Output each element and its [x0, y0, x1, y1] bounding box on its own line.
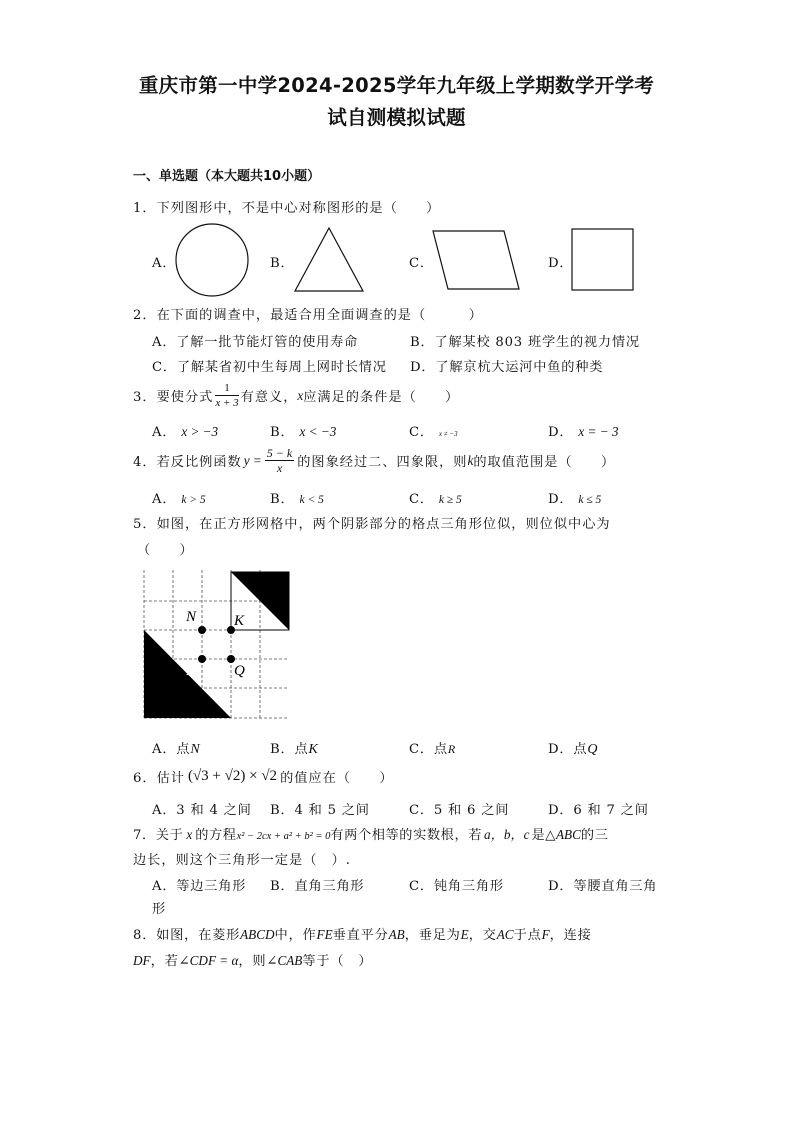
q4-suffix2: 的取值范围是（ ） [473, 455, 616, 470]
question-4-stem [133, 446, 615, 475]
q4-option-c-label: C． [409, 492, 434, 507]
q3-fraction-numerator: 1 [215, 381, 238, 396]
q4-option-a-label: A． [152, 492, 177, 507]
q3-option-a: x > −3 [181, 424, 219, 439]
q3-option-d-label: D． [548, 425, 574, 440]
q3-fraction [215, 381, 238, 410]
q5-option-b: K [308, 742, 318, 757]
q8-fe: FE [316, 927, 333, 942]
q7-option-d-continued: 形 [152, 902, 166, 917]
question-8-line1 [133, 924, 592, 943]
question-2-stem: 2．在下面的调查中，最适合用全面调查的是（ ） [133, 308, 483, 323]
q5-point-R [198, 655, 206, 663]
q8-ab: AB [388, 927, 405, 942]
q8-p3: 垂直平分 [332, 928, 389, 943]
q3-option-b: x < −3 [299, 424, 337, 439]
q7-abc-vars: a，b，c [484, 827, 530, 842]
question-7-line2: 边长，则这个三角形一定是（ ）. [133, 853, 352, 868]
page-title-line1: 重庆市第一中学2024-2025学年九年级上学期数学开学考 [138, 74, 655, 97]
q1-square-figure [571, 228, 635, 292]
q2-option-c: C．了解某省初中生每周上网时长情况 [152, 360, 387, 375]
q1-option-d-label: D． [548, 256, 574, 271]
q5-point-N [198, 626, 206, 634]
q3-suffix2: 应满足的条件是（ ） [303, 390, 460, 405]
q3-option-c-label: C． [409, 425, 434, 440]
q4-option-c: k ≥ 5 [438, 494, 462, 506]
q7-prefix: 7．关于 [133, 828, 184, 843]
q3-option-b-label: B． [270, 425, 295, 440]
question-7-line1 [133, 824, 609, 843]
q3-option-d: x = − 3 [578, 424, 619, 439]
question-5-stem: 5．如图，在正方形网格中，两个阴影部分的格点三角形位似，则位似中心为 [133, 517, 611, 532]
q4-fraction-denominator: x [276, 461, 283, 475]
q8-p8: ，若 [150, 954, 179, 969]
q1-triangle-figure [292, 226, 366, 294]
q5-option-a: N [190, 742, 200, 757]
q2-option-a: A．了解一批节能灯管的使用寿命 [152, 335, 359, 350]
question-8-line2 [133, 950, 372, 969]
q5-label-Q: Q [234, 663, 245, 679]
q7-suffix2: 是△ [531, 828, 556, 843]
q5-option-b-label: B．点 [270, 742, 309, 757]
page-title-line2: 试自测模拟试题 [327, 106, 466, 129]
q4-option-b-label: B． [270, 492, 295, 507]
q4-option-d: k ≤ 5 [578, 494, 602, 506]
q7-option-a: A．等边三角形 [152, 879, 247, 894]
q3-variable-x: x [297, 387, 304, 403]
q6-option-a: A．3 和 4 之间 [152, 803, 252, 818]
q6-option-c: C．5 和 6 之间 [409, 803, 510, 818]
q4-option-b: k < 5 [299, 494, 324, 506]
section-heading: 一、单选题（本大题共10小题） [133, 169, 321, 184]
q2-option-b: B．了解某校 803 班学生的视力情况 [410, 335, 640, 350]
q3-prefix: 3．要使分式 [133, 390, 214, 405]
q8-p10: 等于（ ） [302, 954, 373, 969]
q7-option-b: B．直角三角形 [270, 879, 365, 894]
q1-option-b-label: B． [270, 256, 295, 271]
q1-option-a-label: A． [152, 256, 177, 271]
q7-mid: 的方程 [195, 828, 237, 843]
q8-ac: AC [496, 927, 514, 942]
q6-option-d: D．6 和 7 之间 [548, 803, 649, 818]
q1-parallelogram-figure [430, 228, 522, 292]
q5-option-c-label: C．点 [409, 742, 448, 757]
q3-option-c: x ≠ −3 [438, 430, 458, 438]
question-3-stem [133, 381, 459, 410]
q4-suffix: 的图象经过二、四象限，则 [297, 455, 468, 470]
q4-prefix: 4．若反比例函数 [133, 455, 242, 470]
q4-fraction-numerator: 5 − k [266, 446, 293, 460]
q6-option-b: B．4 和 5 之间 [270, 803, 370, 818]
q5-grid-figure [140, 568, 292, 724]
q5-option-d-label: D．点 [548, 742, 588, 757]
q1-circle-figure [174, 222, 250, 298]
q8-p1: 8．如图，在菱形 [133, 928, 241, 943]
q8-p2: 中，作 [274, 928, 317, 943]
q1-option-c-label: C． [409, 256, 434, 271]
q5-option-a-label: A．点 [152, 742, 191, 757]
q7-variable-x: x [186, 827, 193, 842]
q7-equation: x² − 2cx + a² + b² = 0 [236, 831, 331, 842]
q8-abcd: ABCD [240, 927, 275, 942]
q3-suffix: 有意义， [240, 390, 298, 405]
q5-label-N: N [186, 609, 197, 625]
q5-option-c: R [447, 742, 456, 756]
q4-lhs: y = [243, 452, 262, 468]
q8-p9: ，则 [238, 954, 267, 969]
q4-variable-k: k [467, 452, 474, 468]
q5-label-R: R [186, 663, 196, 679]
question-6-stem [133, 767, 394, 786]
q5-label-K: K [234, 613, 245, 629]
q4-option-a: k > 5 [181, 494, 206, 506]
q7-option-d: D．等腰直角三角 [548, 879, 658, 894]
q7-triangle-abc: ABC [556, 827, 581, 842]
q8-f: F [541, 927, 550, 942]
q4-fraction [265, 446, 294, 475]
q3-fraction-denominator: x + 3 [215, 397, 239, 409]
q8-df: DF [133, 953, 151, 968]
q7-option-c: C．钝角三角形 [409, 879, 504, 894]
q8-p6: 于点 [513, 928, 542, 943]
question-1-stem: 1．下列图形中，不是中心对称图形的是（ ） [133, 201, 441, 216]
question-5-paren: （ ） [137, 543, 194, 558]
q8-p4: ，垂足为 [404, 928, 461, 943]
q5-option-d: Q [587, 742, 598, 757]
q8-p7: ，连接 [549, 928, 592, 943]
q3-option-a-label: A． [152, 425, 177, 440]
q7-end: 的三 [580, 828, 609, 843]
q7-suffix: 有两个相等的实数根，若 [330, 828, 483, 843]
q4-option-d-label: D． [548, 492, 574, 507]
q6-suffix: 的值应在（ ） [280, 771, 394, 786]
q8-e: E [460, 927, 469, 942]
q5-point-Q [227, 655, 235, 663]
q8-angle-cab: ∠CAB [266, 953, 303, 968]
q8-p5: ，交 [468, 928, 497, 943]
q8-angle-cdf: ∠CDF = α [178, 953, 239, 968]
q6-prefix: 6．估计 [133, 771, 185, 786]
q2-option-d: D．了解京杭大运河中鱼的种类 [410, 360, 604, 375]
q6-expression: (√3 + √2) × √2 [187, 768, 278, 784]
